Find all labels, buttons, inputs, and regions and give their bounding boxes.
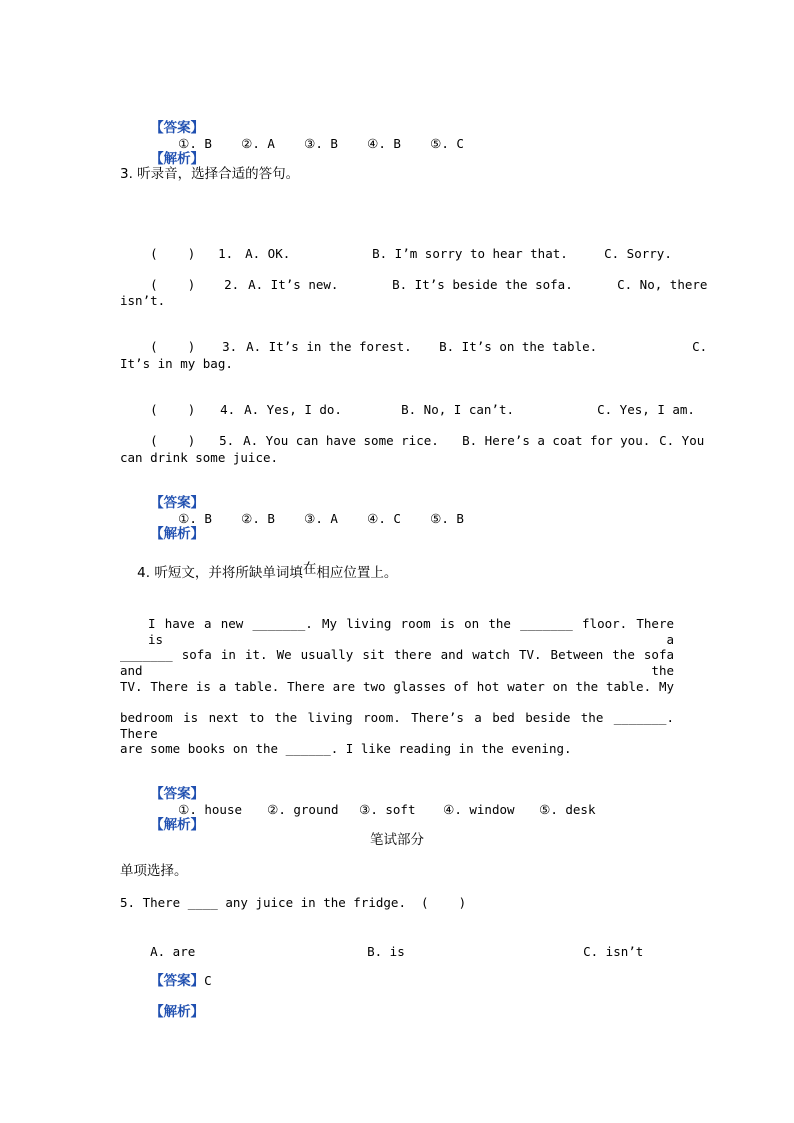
q3-paren: ( ) — [150, 246, 196, 261]
subsection-title: 单项选择。 — [120, 863, 188, 879]
q4-answer-2: ②. ground — [267, 802, 339, 817]
q3-option-b: B. No, I can’t. — [401, 402, 514, 417]
q3-answer-1: ①. B — [178, 511, 212, 526]
q4-answer-4: ④. window — [443, 802, 515, 817]
q3-option-b: B. I’m sorry to hear that. — [372, 246, 568, 261]
analysis-label: 【解析】 — [150, 817, 205, 833]
q3-answer-2: ②. B — [241, 511, 275, 526]
q4-title-raised: 在 — [302, 561, 317, 577]
q3-paren: ( ) — [150, 277, 196, 292]
answer-label: 【答案】 — [150, 495, 205, 511]
q3-num: 3. — [222, 339, 238, 354]
analysis-label: 【解析】 — [150, 526, 205, 542]
q4-title — [120, 549, 674, 597]
q5-option-c: C. isn’t — [583, 944, 644, 959]
q2-answer-5: ⑤. C — [430, 136, 464, 151]
q3-option-a: A. It’s in the forest. — [246, 339, 412, 354]
q2-answer-2: ②. A — [241, 136, 275, 151]
q2-answer-1: ①. B — [178, 136, 212, 151]
q3-option-c: C. Yes, I am. — [597, 402, 695, 417]
q4-answer-1: ①. house — [178, 802, 242, 817]
q3-option-b: B. It’s on the table. — [439, 339, 598, 354]
q3-option-c: C. No, there — [617, 277, 708, 292]
q3-option-a: A. OK. — [245, 246, 291, 261]
q3-item-5-cont: can drink some juice. — [120, 450, 279, 465]
q4-passage-line-5: are some books on the ______. I like reading in the evening. — [120, 741, 572, 756]
q3-option-a: A. You can have some rice. — [243, 433, 439, 448]
q3-title: 3. 听录音，选择合适的答句。 — [120, 166, 300, 182]
q3-option-a: A. Yes, I do. — [244, 402, 342, 417]
analysis-label: 【解析】 — [150, 151, 205, 167]
q4-passage-line-4: bedroom is next to the living room. There’s a bed beside the _______. There — [120, 710, 674, 741]
q4-passage-line-1: I have a new _______. My living room is on the _______ floor. There is a — [148, 616, 674, 647]
q3-option-c: C. You — [659, 433, 705, 448]
q4-title-part1: 4. 听短文，并将所缺单词填 — [137, 565, 303, 581]
q2-answer-3: ③. B — [304, 136, 338, 151]
q5-answer: C — [204, 973, 212, 988]
q4-passage-line-3: TV. There is a table. There are two glasses of hot water on the table. My — [120, 679, 674, 694]
q2-answer-4: ④. B — [367, 136, 401, 151]
q5-option-b: B. is — [367, 944, 405, 959]
q3-option-c: C. — [692, 339, 708, 354]
q3-option-b: B. Here’s a coat for you. — [462, 433, 651, 448]
q5-analysis — [120, 988, 674, 1036]
q3-paren: ( ) — [150, 402, 196, 417]
q4-passage-line-2: _______ sofa in it. We usually sit there and watch TV. Between the sofa and the — [120, 647, 674, 678]
q3-num: 2. — [224, 277, 240, 292]
q3-item-3-cont: It’s in my bag. — [120, 356, 233, 371]
q3-answer-4: ④. C — [367, 511, 401, 526]
q3-num: 1. — [218, 246, 234, 261]
q5-option-a: A. are — [150, 944, 196, 959]
q4-answer-3: ③. soft — [359, 802, 416, 817]
q3-option-a: A. It’s new. — [248, 277, 339, 292]
section-title: 笔试部分 — [370, 832, 424, 848]
q3-paren: ( ) — [150, 433, 196, 448]
q5-stem: 5. There ____ any juice in the fridge. ( ) — [120, 895, 467, 910]
q3-num: 4. — [220, 402, 236, 417]
q3-option-c: C. Sorry. — [604, 246, 672, 261]
answer-label: 【答案】 — [150, 973, 205, 989]
q3-answer-3: ③. A — [304, 511, 338, 526]
q4-answer-5: ⑤. desk — [539, 802, 596, 817]
q3-paren: ( ) — [150, 339, 196, 354]
q3-num: 5. — [219, 433, 235, 448]
q3-option-b: B. It’s beside the sofa. — [392, 277, 573, 292]
answer-label: 【答案】 — [150, 786, 205, 802]
q3-item-2-cont: isn’t. — [120, 293, 166, 308]
answer-label: 【答案】 — [150, 120, 205, 136]
q3-answer-5: ⑤. B — [430, 511, 464, 526]
q4-title-part2: 相应位置上。 — [316, 565, 398, 581]
analysis-label: 【解析】 — [150, 1004, 205, 1020]
